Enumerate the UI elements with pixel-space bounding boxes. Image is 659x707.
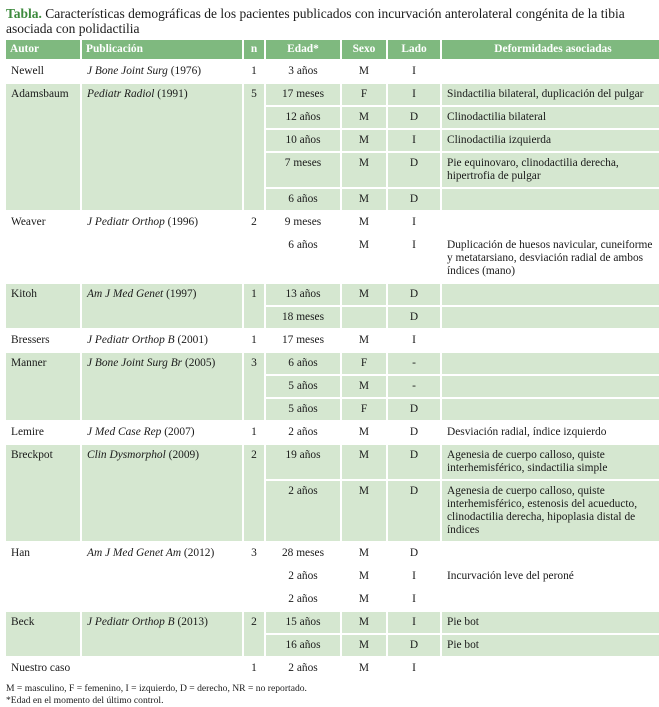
header-n: n bbox=[244, 40, 264, 59]
n-cell: 1 bbox=[244, 658, 264, 679]
author-cell: Kitoh bbox=[6, 284, 80, 328]
age-cell: 19 años bbox=[266, 445, 340, 479]
side-cell: I bbox=[388, 658, 440, 679]
side-cell: D bbox=[388, 543, 440, 564]
publication-cell bbox=[82, 543, 242, 610]
side-cell: D bbox=[388, 153, 440, 187]
sex-cell: M bbox=[342, 376, 386, 397]
side-cell: I bbox=[388, 589, 440, 610]
side-cell: I bbox=[388, 612, 440, 633]
sex-cell: M bbox=[342, 422, 386, 443]
journal-name: J Med Case Rep bbox=[87, 426, 162, 438]
age-cell: 5 años bbox=[266, 399, 340, 420]
age-cell: 2 años bbox=[266, 589, 340, 610]
deformities-cell: Desviación radial, índice izquierdo bbox=[442, 422, 659, 443]
side-cell: D bbox=[388, 445, 440, 479]
journal-name: J Pediatr Orthop bbox=[87, 216, 165, 228]
sex-cell: M bbox=[342, 107, 386, 128]
age-cell: 28 meses bbox=[266, 543, 340, 564]
sex-cell: M bbox=[342, 330, 386, 351]
publication-cell bbox=[82, 658, 242, 679]
sex-cell: M bbox=[342, 635, 386, 656]
table-row bbox=[6, 612, 659, 633]
author-cell: Beck bbox=[6, 612, 80, 656]
sex-cell: M bbox=[342, 61, 386, 82]
age-cell: 2 años bbox=[266, 481, 340, 541]
deformities-cell: Clinodactilia bilateral bbox=[442, 107, 659, 128]
sex-cell: F bbox=[342, 399, 386, 420]
side-cell: I bbox=[388, 61, 440, 82]
table-row bbox=[6, 84, 659, 105]
publication-year: (2007) bbox=[161, 426, 195, 438]
age-cell: 15 años bbox=[266, 612, 340, 633]
side-cell: D bbox=[388, 189, 440, 210]
header-lado: Lado bbox=[388, 40, 440, 59]
sex-cell: M bbox=[342, 445, 386, 479]
n-cell: 2 bbox=[244, 445, 264, 541]
age-cell: 17 meses bbox=[266, 330, 340, 351]
journal-name: Pediatr Radiol bbox=[87, 88, 155, 100]
sex-cell: F bbox=[342, 353, 386, 374]
table-row bbox=[6, 353, 659, 374]
side-cell: D bbox=[388, 481, 440, 541]
journal-name: J Bone Joint Surg Br bbox=[87, 357, 183, 369]
sex-cell: M bbox=[342, 130, 386, 151]
age-cell: 13 años bbox=[266, 284, 340, 305]
age-cell: 9 meses bbox=[266, 212, 340, 233]
publication-cell bbox=[82, 353, 242, 420]
age-cell: 16 años bbox=[266, 635, 340, 656]
n-cell: 3 bbox=[244, 543, 264, 610]
table-row bbox=[6, 212, 659, 233]
n-cell: 1 bbox=[244, 422, 264, 443]
n-cell: 2 bbox=[244, 212, 264, 282]
author-cell: Han bbox=[6, 543, 80, 610]
publication-cell bbox=[82, 61, 242, 82]
n-cell: 1 bbox=[244, 284, 264, 328]
side-cell: D bbox=[388, 284, 440, 305]
n-cell: 5 bbox=[244, 84, 264, 210]
author-cell: Breckpot bbox=[6, 445, 80, 541]
publication-year: (2009) bbox=[165, 449, 200, 461]
sex-cell: M bbox=[342, 284, 386, 305]
side-cell: I bbox=[388, 566, 440, 587]
n-cell: 3 bbox=[244, 353, 264, 420]
table-row bbox=[6, 658, 659, 679]
deformities-cell bbox=[442, 284, 659, 305]
footnote-age: *Edad en el momento del último control. bbox=[6, 695, 164, 706]
age-cell: 2 años bbox=[266, 566, 340, 587]
header-deformidades: Deformidades asociadas bbox=[442, 40, 659, 59]
deformities-cell bbox=[442, 212, 659, 233]
age-cell: 5 años bbox=[266, 376, 340, 397]
deformities-cell: Pie bot bbox=[442, 635, 659, 656]
age-cell: 2 años bbox=[266, 422, 340, 443]
sex-cell: M bbox=[342, 481, 386, 541]
side-cell: D bbox=[388, 399, 440, 420]
table-caption bbox=[6, 6, 654, 36]
deformities-cell bbox=[442, 376, 659, 397]
sex-cell: M bbox=[342, 612, 386, 633]
author-cell: Newell bbox=[6, 61, 80, 82]
header-autor: Autor bbox=[6, 40, 80, 59]
age-cell: 12 años bbox=[266, 107, 340, 128]
deformities-cell: Pie bot bbox=[442, 612, 659, 633]
table-row bbox=[6, 543, 659, 564]
side-cell: D bbox=[388, 307, 440, 328]
age-cell: 6 años bbox=[266, 353, 340, 374]
publication-year: (1997) bbox=[163, 288, 197, 300]
sex-cell: M bbox=[342, 212, 386, 233]
n-cell: 1 bbox=[244, 330, 264, 351]
caption-lead: Tabla. bbox=[6, 6, 42, 21]
author-cell: Adamsbaum bbox=[6, 84, 80, 210]
n-cell: 2 bbox=[244, 612, 264, 656]
sex-cell: M bbox=[342, 658, 386, 679]
sex-cell bbox=[342, 307, 386, 328]
age-cell: 10 años bbox=[266, 130, 340, 151]
footnote-abbreviations: M = masculino, F = femenino, I = izquierdo, D = derecho, NR = no reportado. bbox=[6, 683, 307, 694]
journal-name: J Bone Joint Surg bbox=[87, 65, 168, 77]
publication-year: (1996) bbox=[164, 216, 199, 228]
sex-cell: M bbox=[342, 566, 386, 587]
header-sexo: Sexo bbox=[342, 40, 386, 59]
deformities-cell: Incurvación leve del peroné bbox=[442, 566, 659, 587]
table-body bbox=[6, 61, 659, 679]
deformities-cell: Duplicación de huesos navicular, cuneiforme y metatarsiano, desviación radial de ambos índices (mano) bbox=[442, 235, 659, 282]
publication-year: (1991) bbox=[154, 88, 188, 100]
side-cell: I bbox=[388, 212, 440, 233]
age-cell: 6 años bbox=[266, 189, 340, 210]
side-cell: D bbox=[388, 635, 440, 656]
header-publicacion: Publicación bbox=[82, 40, 242, 59]
publication-year: (2013) bbox=[174, 616, 208, 628]
side-cell: I bbox=[388, 130, 440, 151]
header-edad: Edad* bbox=[266, 40, 340, 59]
table-row bbox=[6, 61, 659, 82]
n-cell: 1 bbox=[244, 61, 264, 82]
deformities-cell bbox=[442, 61, 659, 82]
side-cell: I bbox=[388, 84, 440, 105]
deformities-cell bbox=[442, 307, 659, 328]
deformities-cell bbox=[442, 330, 659, 351]
journal-name: Am J Med Genet Am bbox=[87, 547, 182, 559]
side-cell: D bbox=[388, 422, 440, 443]
age-cell: 18 meses bbox=[266, 307, 340, 328]
publication-cell bbox=[82, 84, 242, 210]
deformities-cell: Pie equinovaro, clinodactilia derecha, hipertrofia de pulgar bbox=[442, 153, 659, 187]
age-cell: 6 años bbox=[266, 235, 340, 282]
side-cell: - bbox=[388, 353, 440, 374]
table-row bbox=[6, 445, 659, 479]
author-cell: Manner bbox=[6, 353, 80, 420]
publication-year: (1976) bbox=[167, 65, 202, 77]
author-cell: Bressers bbox=[6, 330, 80, 351]
deformities-cell: Sindactilia bilateral, duplicación del pulgar bbox=[442, 84, 659, 105]
sex-cell: F bbox=[342, 84, 386, 105]
demographics-table bbox=[4, 38, 659, 681]
sex-cell: M bbox=[342, 189, 386, 210]
deformities-cell: Agenesia de cuerpo calloso, quiste interhemisférico, estenosis del acueducto, clinodactilia derecha, hipoplasia distal de índices bbox=[442, 481, 659, 541]
deformities-cell bbox=[442, 589, 659, 610]
side-cell: I bbox=[388, 235, 440, 282]
header-row bbox=[6, 40, 659, 59]
publication-cell bbox=[82, 612, 242, 656]
publication-year: (2001) bbox=[174, 334, 208, 346]
journal-name: Am J Med Genet bbox=[87, 288, 164, 300]
author-cell: Weaver bbox=[6, 212, 80, 282]
age-cell: 3 años bbox=[266, 61, 340, 82]
age-cell: 7 meses bbox=[266, 153, 340, 187]
deformities-cell bbox=[442, 353, 659, 374]
publication-year: (2012) bbox=[181, 547, 215, 559]
publication-cell bbox=[82, 212, 242, 282]
publication-cell bbox=[82, 330, 242, 351]
caption-text: Características demográficas de los pacientes publicados con incurvación anterolateral congénita de la tibia asociada con polidactilia bbox=[6, 6, 625, 36]
age-cell: 17 meses bbox=[266, 84, 340, 105]
deformities-cell: Clinodactilia izquierda bbox=[442, 130, 659, 151]
sex-cell: M bbox=[342, 153, 386, 187]
publication-cell bbox=[82, 422, 242, 443]
author-cell: Lemire bbox=[6, 422, 80, 443]
deformities-cell bbox=[442, 399, 659, 420]
table-row bbox=[6, 330, 659, 351]
deformities-cell: Agenesia de cuerpo calloso, quiste interhemisférico, sindactilia simple bbox=[442, 445, 659, 479]
publication-cell bbox=[82, 284, 242, 328]
table-row bbox=[6, 284, 659, 305]
publication-year: (2005) bbox=[182, 357, 216, 369]
side-cell: - bbox=[388, 376, 440, 397]
deformities-cell bbox=[442, 658, 659, 679]
sex-cell: M bbox=[342, 589, 386, 610]
journal-name: J Pediatr Orthop B bbox=[87, 334, 175, 346]
sex-cell: M bbox=[342, 235, 386, 282]
age-cell: 2 años bbox=[266, 658, 340, 679]
author-cell: Nuestro caso bbox=[6, 658, 80, 679]
journal-name: J Pediatr Orthop B bbox=[87, 616, 175, 628]
publication-cell bbox=[82, 445, 242, 541]
deformities-cell bbox=[442, 543, 659, 564]
table-row bbox=[6, 422, 659, 443]
journal-name: Clin Dysmorphol bbox=[87, 449, 166, 461]
side-cell: I bbox=[388, 330, 440, 351]
side-cell: D bbox=[388, 107, 440, 128]
sex-cell: M bbox=[342, 543, 386, 564]
deformities-cell bbox=[442, 189, 659, 210]
